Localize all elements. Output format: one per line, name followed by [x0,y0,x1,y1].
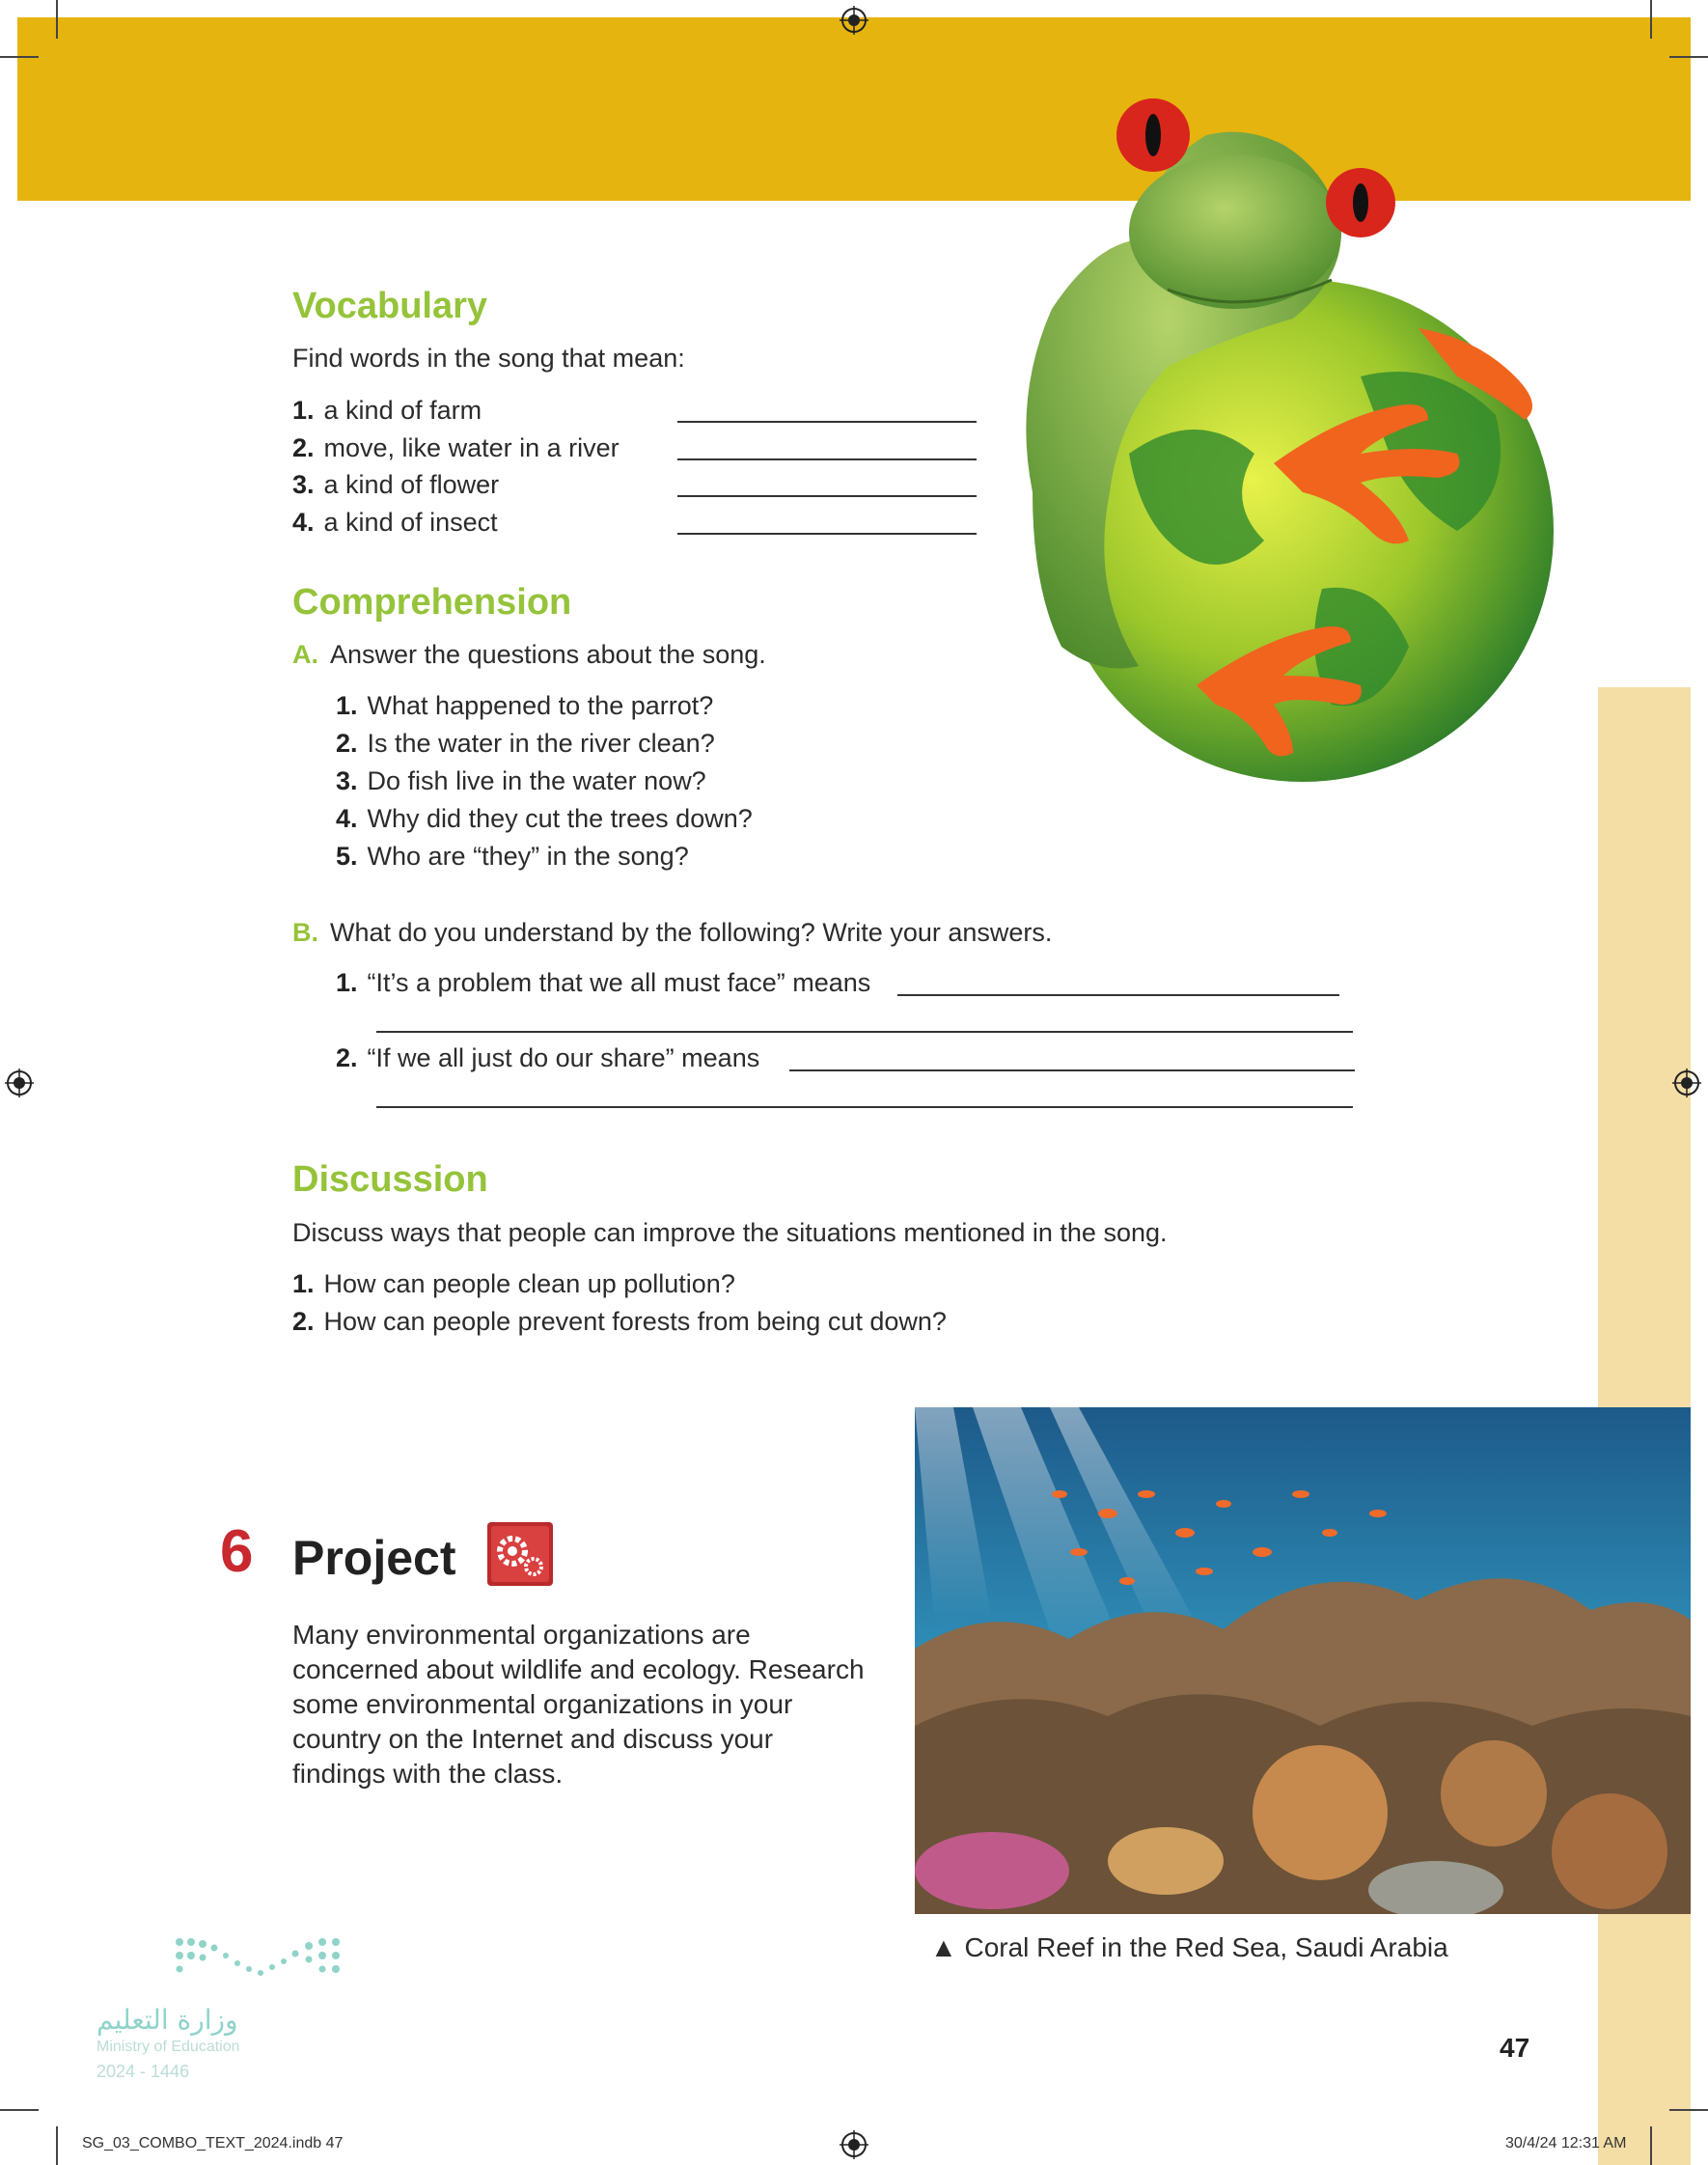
comprehension-heading: Comprehension [292,582,572,623]
vocabulary-item: 3. a kind of flower [292,470,500,499]
answer-blank[interactable] [677,533,977,535]
gear-icon [487,1522,553,1586]
answer-blank[interactable] [677,421,977,423]
crop-mark [56,2126,58,2165]
comprehension-question: 1. What happened to the parrot? [336,691,714,720]
coral-reef-photo [915,1407,1691,1914]
comprehension-question: 3. Do fish live in the water now? [336,766,706,795]
meaning-item: 2. “If we all just do our share” means [336,1043,760,1072]
frog-on-globe-illustration [975,87,1573,791]
registration-mark-icon [5,1069,34,1097]
answer-blank[interactable] [677,458,977,460]
project-number: 6 [220,1518,254,1585]
ministry-year: 2024 - 1446 [96,2062,190,2081]
crop-mark [1650,2126,1652,2165]
comprehension-question: 5. Who are “they” in the song? [336,842,689,871]
crop-mark [0,2109,39,2111]
vocabulary-item: 1. a kind of farm [292,396,482,425]
crop-mark [0,56,39,58]
photo-caption: ▲ Coral Reef in the Red Sea, Saudi Arabia [930,1932,1448,1962]
answer-blank[interactable] [677,495,977,497]
meaning-item: 1. “It’s a problem that we all must face” means [336,968,871,997]
comprehension-question: 2. Is the water in the river clean? [336,729,715,758]
vocabulary-instruction: Find words in the song that mean: [292,344,685,373]
comprehension-part-b-instruction: B. What do you understand by the following? Write your answers. [292,918,1053,947]
discussion-question: 1. How can people clean up pollution? [292,1269,735,1298]
discussion-instruction: Discuss ways that people can improve the situations mentioned in the song. [292,1218,1168,1247]
project-description: Many environmental organizations are concerned about wildlife and ecology. Research some environmental organizations in your country on the Internet and discuss your findings with the class. [292,1620,865,1789]
vocabulary-item: 2. move, like water in a river [292,433,620,462]
answer-blank[interactable] [897,994,1339,996]
ministry-name-arabic: وزارة التعليم [96,2004,238,2036]
footer-file-slug: SG_03_COMBO_TEXT_2024.indb 47 [82,2135,344,2151]
answer-blank[interactable] [789,1069,1355,1071]
project-title: Project [292,1531,456,1585]
footer-date-slug: 30/4/24 12:31 AM [1505,2135,1627,2151]
crop-mark [56,0,58,39]
ministry-logo-icon [174,1934,345,1985]
registration-mark-icon [1672,1069,1701,1097]
ministry-name-english: Ministry of Education [96,2039,240,2055]
page-number: 47 [1500,2033,1530,2063]
answer-blank[interactable] [376,1106,1353,1108]
registration-mark-icon [840,2130,868,2159]
crop-mark [1669,2109,1708,2111]
vocabulary-item: 4. a kind of insect [292,508,498,537]
crop-mark [1650,0,1652,39]
vocabulary-heading: Vocabulary [292,286,488,326]
comprehension-part-a-instruction: A. Answer the questions about the song. [292,640,766,669]
registration-mark-icon [840,6,868,35]
discussion-heading: Discussion [292,1159,488,1200]
discussion-question: 2. How can people prevent forests from being cut down? [292,1307,947,1336]
comprehension-question: 4. Why did they cut the trees down? [336,804,753,833]
answer-blank[interactable] [376,1031,1353,1033]
crop-mark [1669,56,1708,58]
